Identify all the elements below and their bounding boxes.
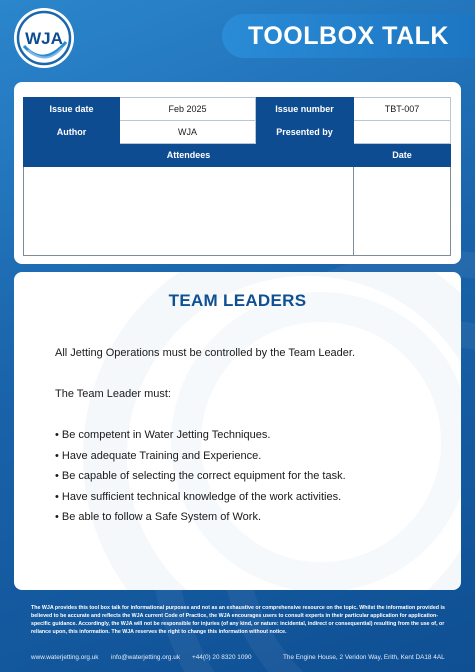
issue-number-label: Issue number <box>256 98 354 121</box>
postal-address: The Engine House, 2 Veridon Way, Erith, Kent DA18 4AL <box>283 654 445 661</box>
page-title: TEAM LEADERS <box>168 291 307 310</box>
attendees-label: Attendees <box>24 144 354 167</box>
email-link[interactable]: info@waterjetting.org.uk <box>111 654 181 661</box>
attendees-field[interactable] <box>24 167 354 256</box>
list-item: • Be able to follow a Safe System of Work. <box>55 511 262 523</box>
website-link[interactable]: www.waterjetting.org.uk <box>31 654 99 661</box>
phone-number: +44(0) 20 8320 1090 <box>192 654 252 661</box>
attendees-date-field[interactable] <box>354 167 451 256</box>
presented-by-value[interactable] <box>354 121 451 144</box>
title-banner <box>222 14 475 58</box>
wja-logo <box>12 6 76 70</box>
table-row <box>24 121 451 144</box>
requirements-list <box>55 425 346 528</box>
issue-date-value[interactable]: Feb 2025 <box>120 98 256 121</box>
author-label: Author <box>24 121 120 144</box>
list-item: • Be capable of selecting the correct equipment for the task. <box>55 470 346 482</box>
table-row <box>24 167 451 256</box>
list-item: • Be competent in Water Jetting Techniques. <box>55 429 271 441</box>
content-card <box>14 272 461 590</box>
date-label: Date <box>354 144 451 167</box>
disclaimer-text: The WJA provides this tool box talk for informational purposes and not as an exhaustive or comprehensive resource on the topic. Whilst the information provided is believed to be accurate and reflects the WJA current Code of Practice, the WJA encourages users to consult experts in their particular application for application-specific guidance. Accordingly, the WJA will not be responsible for injuries (of any kind, or nature: incidental, indirect or consequential) resulting from the use of, or reliance upon, this information. The WJA reserves the right to change this information without notice. <box>31 605 445 636</box>
issue-number-value[interactable]: TBT-007 <box>354 98 451 121</box>
issue-date-label: Issue date <box>24 98 120 121</box>
info-table <box>23 97 451 256</box>
list-item: • Have sufficient technical knowledge of the work activities. <box>55 490 342 503</box>
banner-title: TOOLBOX TALK <box>248 21 449 50</box>
table-row <box>24 98 451 121</box>
intro-text: All Jetting Operations must be controlled by the Team Leader. <box>55 347 356 359</box>
logo-text: WJA <box>25 29 63 48</box>
lead-text: The Team Leader must: <box>55 388 171 400</box>
presented-by-label: Presented by <box>256 121 354 144</box>
author-value[interactable]: WJA <box>120 121 256 144</box>
list-item: • Have adequate Training and Experience. <box>55 449 262 462</box>
table-row <box>24 144 451 167</box>
